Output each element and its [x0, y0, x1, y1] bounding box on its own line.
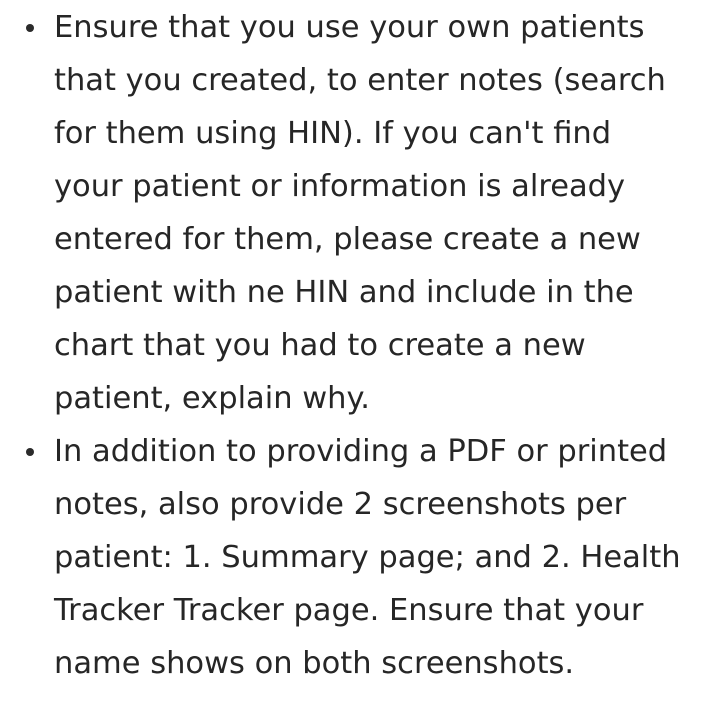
- text-line: patient: 1. Summary page; and 2. Health: [54, 540, 681, 575]
- instruction-list: [0, 1, 721, 690]
- text-line: Ensure that you use your own patients: [54, 10, 645, 45]
- text-line: your patient or information is already: [54, 169, 626, 204]
- text-line: notes, also provide 2 screenshots per: [54, 487, 627, 522]
- text-line: that you created, to enter notes (search: [54, 63, 666, 98]
- text-line: for them using HIN). If you can't find: [54, 116, 612, 151]
- text-line: patient with ne HIN and include in the: [54, 275, 634, 310]
- list-item: [0, 1, 721, 425]
- text-line: name shows on both screenshots.: [54, 646, 575, 681]
- list-item: [0, 425, 721, 690]
- text-line: chart that you had to create a new: [54, 328, 586, 363]
- text-line: patient, explain why.: [54, 381, 370, 416]
- bullet-icon: [26, 24, 34, 32]
- text-line: entered for them, please create a new: [54, 222, 641, 257]
- text-line: In addition to providing a PDF or printed: [54, 434, 668, 469]
- bullet-icon: [26, 448, 34, 456]
- text-line: Tracker Tracker page. Ensure that your: [54, 593, 644, 628]
